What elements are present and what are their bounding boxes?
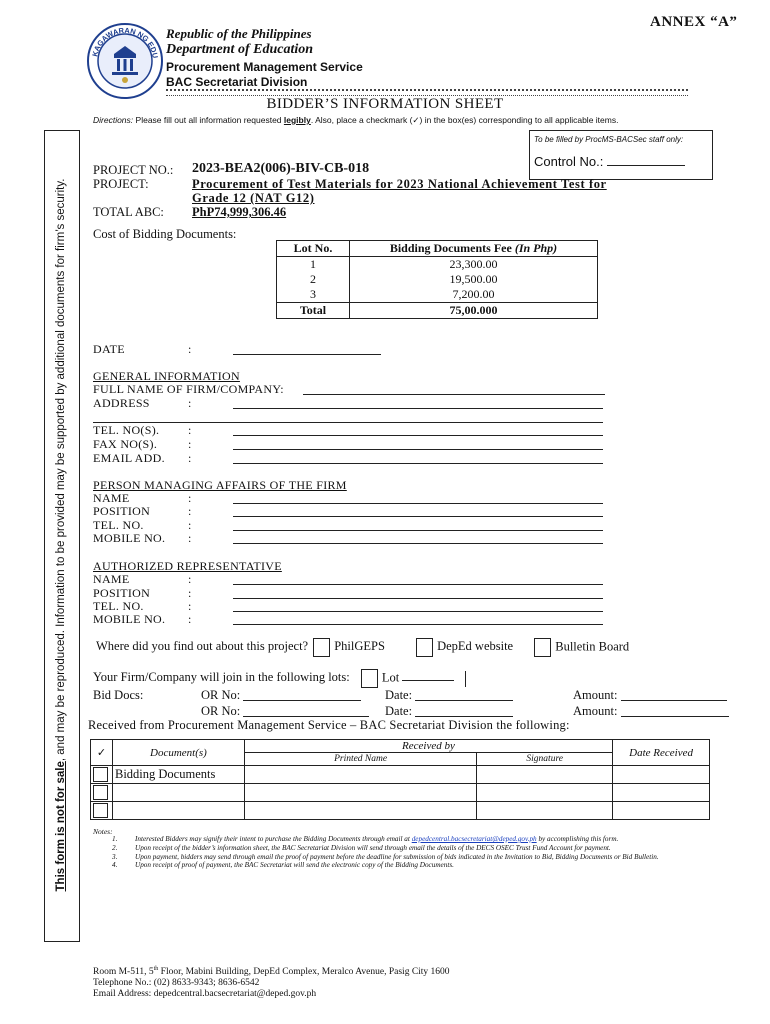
deped-seal [86, 22, 164, 100]
amount1-field[interactable] [621, 688, 727, 701]
side-note-rest: , and may be reproduced. Information to be provided may be supported by additional documents for firm’s security. [55, 178, 67, 762]
footer-address-a: Room M-511, 5 [93, 967, 154, 978]
fee-col-lot: Lot No. [277, 241, 350, 257]
note-item [112, 861, 702, 869]
tel-field[interactable] [233, 423, 603, 436]
fee-col-fee-text: Bidding Documents Fee [389, 241, 512, 255]
or-no-label: OR No: [201, 688, 241, 702]
staff-box [529, 130, 713, 180]
date2-label: Date: [385, 704, 413, 718]
person-heading: PERSON MANAGING AFFAIRS OF THE FIRM [93, 478, 347, 492]
bidding-documents-cell: Bidding Documents [113, 766, 245, 784]
fee-total-value: 75,00.000 [350, 303, 598, 319]
person-mobile-field[interactable] [233, 531, 603, 544]
rep-name-field[interactable] [233, 572, 603, 585]
fee-row-lot: 1 [277, 257, 350, 273]
fax-colon: : [188, 437, 192, 451]
row-checkbox[interactable] [93, 767, 108, 782]
address-label: ADDRESS [93, 396, 150, 410]
printed-name-cell[interactable] [244, 802, 477, 820]
checkmark-header-icon: ✓ [96, 747, 107, 759]
note-number: 2. [112, 843, 118, 852]
service-line: Procurement Management Service [166, 60, 363, 74]
project-label: PROJECT: [93, 177, 149, 191]
header-border [166, 89, 688, 96]
check-column-header [91, 740, 113, 766]
side-note-bold: This form is not for sale [55, 761, 67, 892]
fee-total-label: Total [277, 303, 350, 319]
abc-value: PhP74,999,306.46 [192, 205, 287, 219]
department-line: Department of Education [166, 42, 314, 57]
bid-docs-label: Bid Docs: [93, 688, 144, 702]
received-heading: Received from Procurement Management Service – BAC Secretariat Division the following: [88, 718, 570, 732]
date1-field[interactable] [415, 688, 513, 701]
tel-colon: : [188, 423, 192, 437]
person-position-colon: : [188, 504, 192, 518]
address-field-2[interactable] [93, 410, 603, 423]
date2-field[interactable] [415, 704, 513, 717]
project-no-label: PROJECT NO.: [93, 163, 174, 177]
or-no-label-2: OR No: [201, 704, 241, 718]
control-no-label: Control No.: [534, 154, 604, 169]
or-no-field-2[interactable] [243, 704, 369, 717]
note-text-a: Interested Bidders may signify their intent to purchase the Bidding Documents through email at [135, 835, 412, 843]
rep-position-colon: : [188, 586, 192, 600]
lot-checkbox[interactable] [361, 669, 378, 688]
rep-heading: AUTHORIZED REPRESENTATIVE [93, 559, 282, 573]
seal-text: KAGAWARAN NG EDU [90, 25, 160, 59]
fee-row-amount: 7,200.00 [452, 287, 495, 301]
person-tel-field[interactable] [233, 518, 603, 531]
amount2-label: Amount: [573, 704, 618, 718]
firm-name-field[interactable] [303, 382, 605, 395]
date1-label: Date: [385, 688, 413, 702]
table-row [91, 784, 710, 802]
directions-part1: Please fill out all information requested [135, 115, 282, 125]
address-field[interactable] [233, 396, 603, 409]
email-field[interactable] [233, 451, 603, 464]
rep-name-colon: : [188, 572, 192, 586]
rep-position-label: POSITION [93, 586, 151, 600]
row-checkbox[interactable] [93, 803, 108, 818]
directions-bold: legibly [283, 115, 311, 125]
email-label: EMAIL ADD. [93, 451, 165, 465]
document-cell[interactable] [113, 784, 245, 802]
rep-tel-field[interactable] [233, 599, 603, 612]
person-tel-label: TEL. NO. [93, 518, 144, 532]
rep-mobile-field[interactable] [233, 612, 603, 625]
person-mobile-colon: : [188, 531, 192, 545]
directions-part3: ) in the box(es) corresponding to all applicable items. [419, 115, 619, 125]
document-cell[interactable] [113, 802, 245, 820]
printed-name-cell[interactable] [244, 766, 477, 784]
directions [93, 115, 618, 126]
abc-label: TOTAL ABC: [93, 205, 164, 219]
fee-row-amount: 23,300.00 [449, 257, 498, 271]
address-colon: : [188, 396, 192, 410]
note-item [112, 844, 702, 852]
fee-row-lot: 2 [277, 272, 350, 287]
directions-label: Directions: [93, 115, 134, 125]
date-received-header: Date Received [613, 740, 710, 766]
date-label: DATE [93, 342, 125, 356]
fee-col-unit: (In Php) [514, 241, 558, 255]
received-by-header: Received by [244, 740, 612, 753]
control-no-field[interactable] [607, 154, 685, 166]
tel-label: TEL. NO(S). [93, 423, 160, 437]
page-title: BIDDER’S INFORMATION SHEET [266, 96, 504, 112]
signature-cell[interactable] [477, 802, 613, 820]
printed-name-cell[interactable] [244, 784, 477, 802]
republic-line: Republic of the Philippines [166, 26, 312, 41]
note-text [135, 835, 618, 843]
fee-table [276, 240, 598, 319]
notes-label: Notes: [93, 827, 113, 836]
note-text: Upon receipt of proof of payment, the BAC Secretariat will send the electronic copy of the Bidding Documents. [135, 861, 454, 870]
date-received-cell[interactable] [613, 802, 710, 820]
amount2-field[interactable] [621, 704, 729, 717]
signature-header: Signature [477, 753, 613, 766]
person-position-field[interactable] [233, 504, 603, 517]
signature-cell[interactable] [477, 784, 613, 802]
directions-part2: . Also, place a checkmark ( [310, 115, 413, 125]
lot-field[interactable] [402, 669, 454, 681]
project-title-line1: Procurement of Test Materials for 2023 National Achievement Test for [192, 177, 607, 191]
documents-header: Document(s) [113, 740, 245, 766]
note-text: Upon payment, bidders may send through email the proof of payment before the deadline for submission of bids indicated in the Invitation to Bid, Bidding Documents or Bid Bulletin. [135, 852, 659, 861]
cost-label: Cost of Bidding Documents: [93, 227, 237, 241]
rep-name-label: NAME [93, 572, 130, 586]
rep-position-field[interactable] [233, 586, 603, 599]
printed-name-header: Printed Name [244, 753, 477, 766]
staff-note: To be filled by ProcMS-BACSec staff only: [534, 135, 684, 144]
email-colon: : [188, 451, 192, 465]
table-row [91, 766, 710, 784]
signature-cell[interactable] [477, 766, 613, 784]
annex-label: ANNEX “A” [650, 14, 738, 30]
rep-mobile-label: MOBILE NO. [93, 612, 166, 626]
note-number: 3. [112, 852, 118, 861]
lot-separator [465, 671, 466, 687]
or-no-field[interactable] [243, 688, 361, 701]
lots-question: Your Firm/Company will join in the following lots: [93, 670, 350, 685]
checkmark-icon: ✓ [412, 115, 420, 125]
where-question: Where did you find out about this project? [96, 639, 309, 654]
lot-label: Lot [381, 670, 400, 685]
footer-address [93, 964, 450, 978]
note-item [112, 853, 702, 861]
table-row [91, 802, 710, 820]
person-position-label: POSITION [93, 504, 151, 518]
amount1-label: Amount: [573, 688, 618, 702]
fee-col-fee [350, 241, 598, 257]
footer-telephone: Telephone No.: (02) 8633-9343; 8636-6542 [93, 978, 260, 989]
person-tel-colon: : [188, 518, 192, 532]
philgeps-checkbox[interactable] [313, 638, 330, 657]
date-colon: : [188, 342, 192, 356]
firm-name-label: FULL NAME OF FIRM/COMPANY: [93, 382, 284, 396]
rep-mobile-colon: : [188, 612, 192, 626]
fee-row-amount: 19,500.00 [449, 272, 498, 286]
bulletin-board-label: Bulletin Board [555, 639, 630, 654]
footer-address-b: Floor, Mabini Building, DepEd Complex, Meralco Avenue, Pasig City 1600 [158, 967, 450, 978]
person-name-colon: : [188, 491, 192, 505]
notes-list [112, 835, 702, 870]
note-text: Upon receipt of the bidder’s information sheet, the BAC Secretariat Division will send through email the details of the DECS OSEC Trust Fund Account for payment. [135, 843, 611, 852]
person-name-field[interactable] [233, 491, 603, 504]
footer [93, 964, 450, 1000]
date-field[interactable] [233, 342, 381, 355]
date-received-cell[interactable] [613, 766, 710, 784]
general-heading: GENERAL INFORMATION [93, 369, 240, 383]
row-checkbox[interactable] [93, 785, 108, 800]
project-title-line2: Grade 12 (NAT G12) [192, 191, 315, 205]
note-item [112, 835, 702, 843]
note-text-b: by accomplishing this form. [536, 835, 619, 843]
deped-website-checkbox[interactable] [416, 638, 433, 657]
footer-address-sup: th [153, 966, 159, 972]
fax-label: FAX NO(S). [93, 437, 158, 451]
footer-email: Email Address: depedcentral.bacsecretariat@deped.gov.ph [93, 989, 317, 1000]
date-received-cell[interactable] [613, 784, 710, 802]
note-number: 1. [112, 835, 118, 843]
email-link[interactable]: depedcentral.bacsecretariat@deped.gov.ph [411, 835, 537, 843]
person-name-label: NAME [93, 491, 130, 505]
rep-tel-label: TEL. NO. [93, 599, 144, 613]
division-line: BAC Secretariat Division [166, 75, 308, 89]
note-number: 4. [112, 861, 118, 870]
deped-website-label: DepEd website [437, 639, 514, 654]
bulletin-board-checkbox[interactable] [534, 638, 551, 657]
fax-field[interactable] [233, 437, 603, 450]
rep-tel-colon: : [188, 599, 192, 613]
side-note [55, 135, 67, 935]
philgeps-label: PhilGEPS [334, 639, 385, 654]
received-table [90, 739, 710, 820]
fee-row-lot: 3 [277, 287, 350, 303]
person-mobile-label: MOBILE NO. [93, 531, 166, 545]
project-no-value: 2023-BEA2(006)-BIV-CB-018 [192, 161, 370, 176]
